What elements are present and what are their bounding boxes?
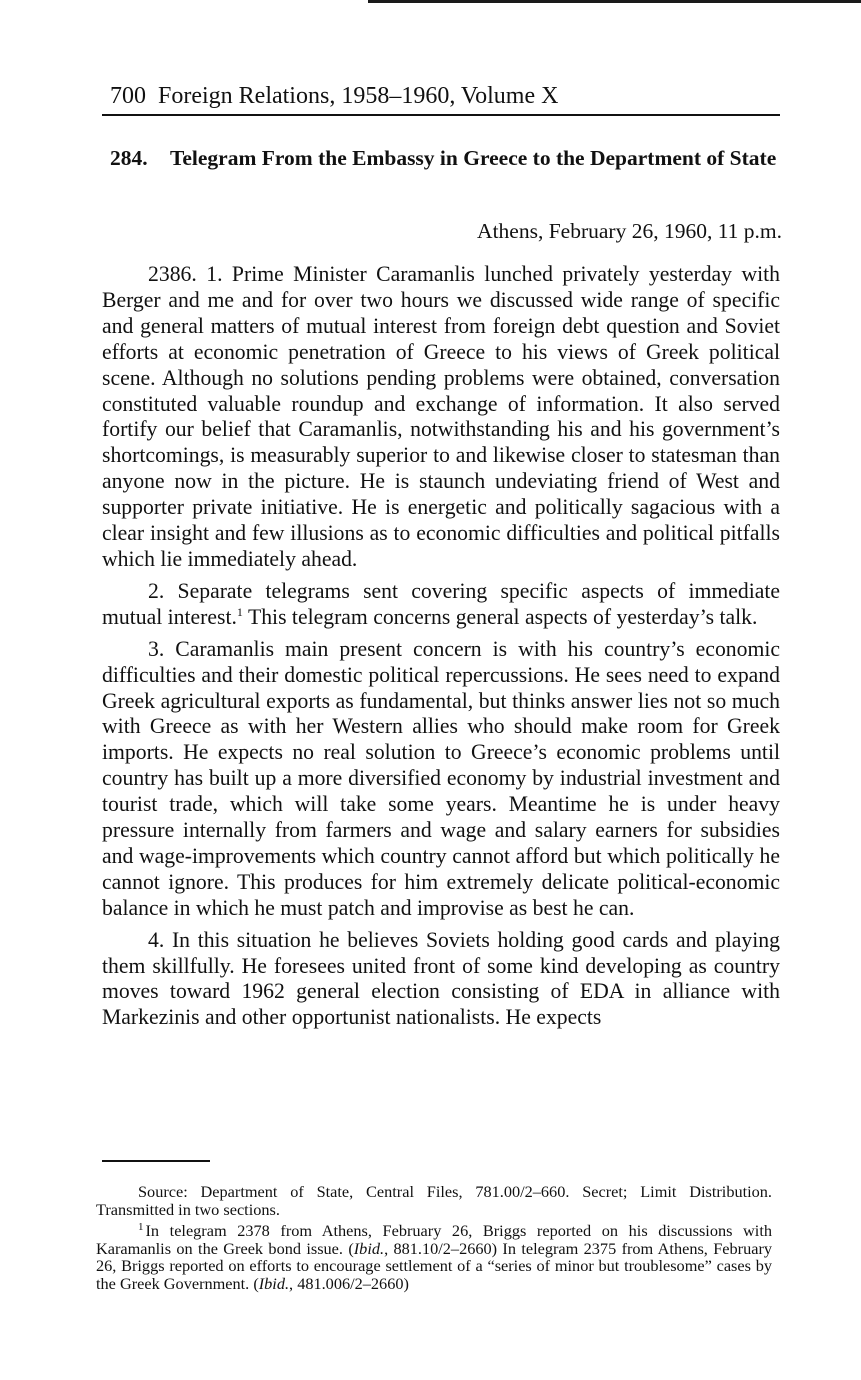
paragraph-3: 3. Caramanlis main present concern is with his country’s economic difficulties and their domestic political repercussions. He sees need to expand Greek agricultural exports as fundamental, but thinks answer lies not so much with Greece as with her Western allies who should make room for Greek imports. He expects no real solution to Greece’s economic problems until country has built up a more diversified economy by industrial investment and tourist trade, which will take some years. Meantime he is under heavy pressure internally from farmers and wage and salary earners for subsidies and wage-improvements which country cannot afford but which politically he cannot ignore. This produces for him extremely delicate political-economic balance in which he must patch and improvise as best he can. xyxy=(102,636,780,920)
running-head xyxy=(102,80,780,112)
paragraph-4: 4. In this situation he believes Soviets holding good cards and playing them skillfully. He foresees united front of some kind developing as country moves toward 1962 general election consisting of EDA in alliance with Markezinis and other opportunist nationalists. He expects xyxy=(102,927,780,1030)
page-content xyxy=(102,80,780,1037)
paragraph-1: 2386. 1. Prime Minister Caramanlis lunched privately yesterday with Berger and me and for over two hours we discussed wide range of specific and general matters of mutual interest from foreign debt question and Soviet efforts at economic penetration of Greece to his views of Greek political scene. Although no solutions pending problems were obtained, conversation constituted valuable roundup and exchange of information. It also served fortify our belief that Caramanlis, notwithstanding his and his government’s shortcomings, is measurably superior to and likewise closer to statesman than anyone now in the picture. He is staunch undeviating friend of West and supporter private initiative. He is energetic and politically sagacious with a clear insight and few illusions as to economic difficulties and political pitfalls which lie immediately ahead. xyxy=(102,262,780,571)
footnote-rule xyxy=(102,1160,210,1162)
paragraph-2-text-a: 2. Separate telegrams sent covering specific aspects of immediate mutual interest. xyxy=(102,578,780,629)
footnote-ref-1: 1 xyxy=(236,604,243,619)
source-note: Source: Department of State, Central Files, 781.00/2–660. Secret; Limit Distribution. Transmitted in two sections. xyxy=(96,1182,772,1219)
document-heading xyxy=(102,146,780,170)
page-number: 700 xyxy=(110,83,146,109)
footnote-1 xyxy=(96,1222,772,1292)
top-edge-rule xyxy=(368,0,861,3)
dateline: Athens, February 26, 1960, 11 p.m. xyxy=(477,219,782,243)
document-number: 284. xyxy=(110,146,148,170)
footnotes xyxy=(96,1183,772,1296)
footnote-1-text-b: , 881.10/2–2660) In telegram 2375 from Athens, February 26, Briggs reported on efforts to encourage settlement of a “series of minor but troublesome” cases by the Greek Government. ( xyxy=(96,1238,773,1293)
telegram-body xyxy=(102,262,780,1031)
document-title: Telegram From the Embassy in Greece to the Department of State xyxy=(170,146,777,170)
running-head-rule xyxy=(102,114,780,116)
footnote-1-ibid-a: Ibid. xyxy=(353,1238,385,1258)
footnote-1-ibid-b: Ibid. xyxy=(258,1273,290,1293)
paragraph-2 xyxy=(102,579,780,631)
footnote-1-text-c: , 481.006/2–2660) xyxy=(289,1273,409,1293)
footnote-1-text-a: In telegram 2378 from Athens, February 26, Briggs reported on his discussions with Karamanlis on the Greek bond issue. ( xyxy=(96,1221,772,1258)
volume-title: Foreign Relations, 1958–1960, Volume X xyxy=(158,83,559,109)
footnote-1-mark: 1 xyxy=(138,1220,144,1233)
paragraph-2-text-b: This telegram concerns general aspects of yesterday’s talk. xyxy=(242,604,758,629)
